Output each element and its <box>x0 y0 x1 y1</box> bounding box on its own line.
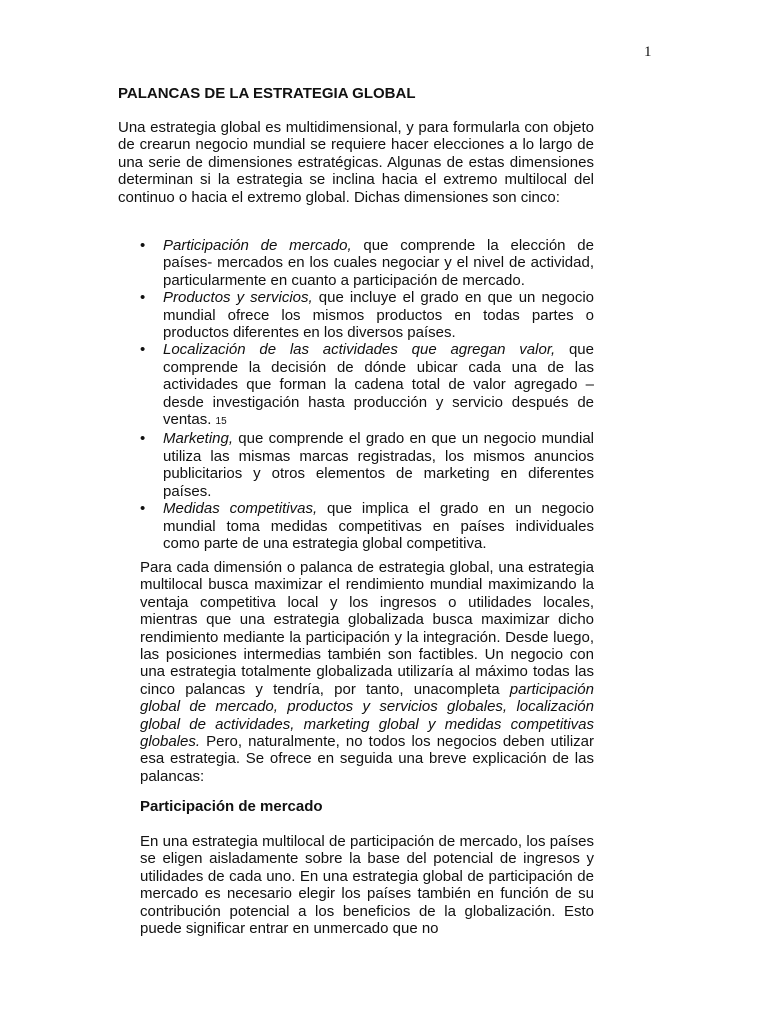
list-item-term: Medidas competitivas, <box>163 500 318 518</box>
list-item <box>140 500 594 552</box>
footnote-marker: 15 <box>215 416 227 428</box>
list-item-text: que comprende el grado en que un negocio mundial utiliza las mismas marcas registradas, los mismos anuncios publicitarios y otros elementos de marketing en diferentes países. <box>163 430 594 500</box>
body-italic-text: participación global de mercado, productos y servicios globales, localización global de actividades, marketing global y medidas competitivas globales. <box>140 680 594 751</box>
body-text: Pero, naturalmente, no todos los negocios deben utilizar esa estrategia. Se ofrece en seguida una breve explicación de las palancas: <box>140 733 594 785</box>
section-heading: Participación de mercado <box>140 798 323 815</box>
dimension-list <box>140 237 594 552</box>
page-number: 1 <box>644 44 652 60</box>
body-text: Para cada dimensión o palanca de estrategia global, una estrategia multilocal busca maximizar el rendimiento mundial maximizando la ventaja competitiva local y los ingresos o utilidades locales, mientras que una estrategia globalizada busca maximizar dicho rendimiento mediante la participación y la integración. Desde luego, las posiciones intermedias también son factibles. Un negocio con una estrategia totalmente globalizada utilizaría al máximo todas las cinco palancas y tendría, por tanto, unacompleta <box>140 559 594 698</box>
list-item-term: Localización de las actividades que agregan valor, <box>163 341 556 359</box>
body-paragraph <box>140 559 594 785</box>
section-paragraph: En una estrategia multilocal de participación de mercado, los países se eligen aisladamente sobre la base del potencial de ingresos y utilidades de cada uno. En una estrategia global de participación de mercado es necesario elegir los países también en función de su contribución potencial a los beneficios de la globalización. Esto puede significar entrar en unmercado que no <box>140 833 594 938</box>
list-item-text: que comprende la elección de países- mercados en los cuales negociar y el nivel de actividad, particularmente en cuanto a participación de mercado. <box>163 237 594 289</box>
list-item <box>140 430 594 500</box>
list-item-term: Marketing, <box>163 430 234 448</box>
list-item-text: que incluye el grado en que un negocio mundial ofrece los mismos productos en todas partes o productos diferentes en los diversos países. <box>163 289 594 342</box>
list-item-text: que comprende la decisión de dónde ubicar cada una de las actividades que forman la cadena total de valor agregado – desde investigación hasta producción y servicio después de ventas. <box>163 341 594 429</box>
list-item-term: Participación de mercado, <box>163 237 352 254</box>
list-item <box>140 341 594 430</box>
list-item <box>140 237 594 289</box>
list-item-text: que implica el grado en un negocio mundial toma medidas competitivas en países individuales como parte de una estrategia global competitiva. <box>163 500 594 552</box>
intro-paragraph: Una estrategia global es multidimensional, y para formularla con objeto de crearun negocio mundial se requiere hacer elecciones a lo largo de una serie de dimensiones estratégicas. Algunas de estas dimensiones determinan si la estrategia se inclina hacia el extremo multilocal del continuo o hacia el extremo global. Dichas dimensiones son cinco: <box>118 119 594 206</box>
list-item <box>140 289 594 341</box>
document-title: PALANCAS DE LA ESTRATEGIA GLOBAL <box>118 85 416 102</box>
list-item-term: Productos y servicios, <box>163 289 313 307</box>
